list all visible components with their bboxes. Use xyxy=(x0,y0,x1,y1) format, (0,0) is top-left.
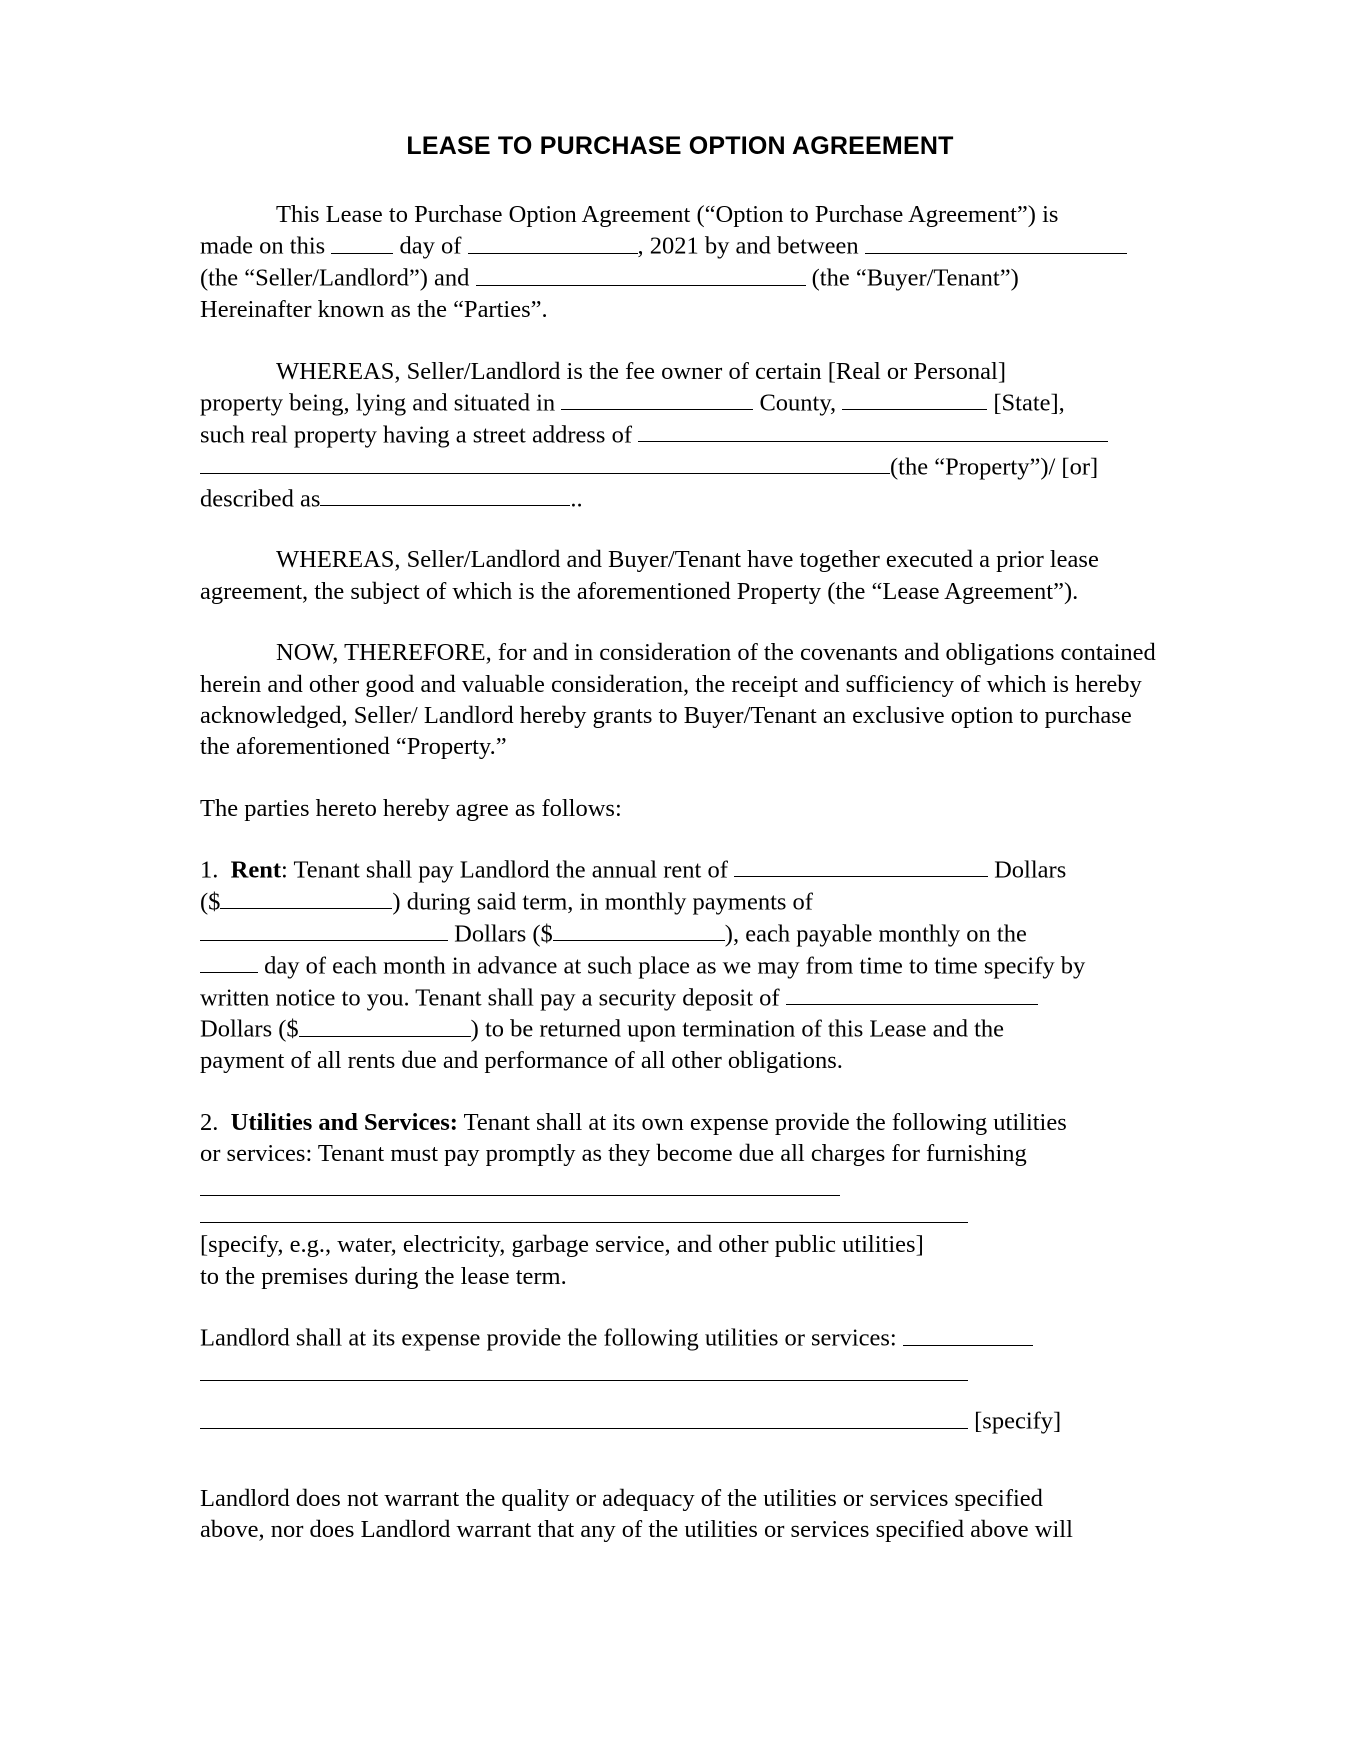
clause-1-text-e: Dollars ($ xyxy=(454,920,553,948)
blank-buyer-tenant-name[interactable] xyxy=(476,262,806,286)
paragraph-warranty xyxy=(200,1483,1160,1546)
clause-1-text-g: day of each month in advance at such place as we may from time to time specify by xyxy=(264,952,1086,980)
blank-landlord-utilities-3[interactable] xyxy=(200,1405,968,1429)
blank-tenant-utilities-line-1[interactable] xyxy=(200,1195,840,1196)
clause-1-rent xyxy=(200,854,1160,1077)
clause-2-text-a: Tenant shall at its own expense provide the following utilities xyxy=(457,1108,1067,1136)
clause-1-text-b: Dollars xyxy=(994,856,1067,884)
intro-line-2-c: , 2021 by and between xyxy=(637,232,859,260)
clause-1-text-k: payment of all rents due and performance of all other obligations. xyxy=(200,1047,843,1075)
intro-line-3-b: (the “Buyer/Tenant”) xyxy=(811,264,1019,292)
clause-2-specify-text: [specify, e.g., water, electricity, garbage service, and other public utilities] xyxy=(200,1231,924,1259)
warranty-line-2: above, nor does Landlord warrant that any of the utilities or services specified above will xyxy=(200,1516,1073,1544)
blank-security-deposit-words[interactable] xyxy=(786,982,1038,1006)
blank-seller-landlord-name[interactable] xyxy=(865,230,1127,254)
landlord-utilities-specify-text: [specify] xyxy=(974,1407,1062,1435)
whereas1-line-5-tail: .. xyxy=(570,485,583,513)
clause-1-text-d: ) during said term, in monthly payments of xyxy=(392,888,813,916)
clause-2-text-c: to the premises during the lease term. xyxy=(200,1262,567,1290)
clause-1-number: 1. xyxy=(200,856,219,884)
whereas1-line-5: described as xyxy=(200,485,321,513)
blank-annual-rent-words[interactable] xyxy=(734,854,988,878)
intro-line-4: Hereinafter known as the “Parties”. xyxy=(200,296,548,324)
blank-street-address-2[interactable] xyxy=(200,451,890,475)
paragraph-agree-intro: The parties hereto hereby agree as follows: xyxy=(200,794,622,822)
blank-tenant-utilities-line-2[interactable] xyxy=(200,1222,968,1223)
clause-1-text-j: ) to be returned upon termination of this Lease and the xyxy=(470,1015,1005,1043)
clause-2-utilities xyxy=(200,1107,1160,1170)
paragraph-whereas-lease: WHEREAS, Seller/Landlord and Buyer/Tenant have together executed a prior lease agreement, the subject of which is the aforementioned Property (the “Lease Agreement”). xyxy=(200,546,1105,605)
paragraph-landlord-utilities xyxy=(200,1322,1160,1354)
blank-monthly-rent-amount[interactable] xyxy=(553,918,725,942)
warranty-line-1: Landlord does not warrant the quality or adequacy of the utilities or services specified xyxy=(200,1484,1043,1512)
clause-1-text-h: written notice to you. Tenant shall pay a security deposit of xyxy=(200,984,780,1012)
blank-annual-rent-amount[interactable] xyxy=(220,886,392,910)
landlord-utilities-text: Landlord shall at its expense provide the following utilities or services: xyxy=(200,1324,897,1352)
blank-month[interactable] xyxy=(468,230,638,254)
blank-state[interactable] xyxy=(842,387,987,411)
paragraph-introduction xyxy=(200,199,1160,326)
whereas1-line-1: WHEREAS, Seller/Landlord is the fee owner of certain [Real or Personal] xyxy=(276,357,1006,385)
clause-2-text-b: or services: Tenant must pay promptly as they become due all charges for furnishing xyxy=(200,1140,1027,1167)
blank-landlord-utilities-1[interactable] xyxy=(903,1322,1033,1346)
blank-landlord-utilities-2[interactable] xyxy=(200,1380,968,1381)
blank-payment-day[interactable] xyxy=(200,950,258,974)
clause-1-heading: Rent xyxy=(230,856,281,884)
blank-day[interactable] xyxy=(331,230,393,254)
page-title xyxy=(200,132,1160,161)
whereas1-line-3: such real property having a street address of xyxy=(200,421,632,449)
intro-line-2-b: day of xyxy=(399,232,462,260)
intro-line-3-a: (the “Seller/Landlord”) and xyxy=(200,264,470,292)
clause-1-text-f: ), each payable monthly on the xyxy=(724,920,1027,948)
paragraph-whereas-owner xyxy=(200,356,1160,515)
clause-2-heading: Utilities and Services: xyxy=(230,1108,458,1136)
paragraph-now-therefore: NOW, THEREFORE, for and in consideration of the covenants and obligations contained herein and other good and valuable consideration, the receipt and sufficiency of which is hereby acknowledged, Seller/ Landlord hereby grants to Buyer/Tenant an exclusive option to purchase the aforementioned “Property.” xyxy=(200,639,1162,761)
blank-street-address-1[interactable] xyxy=(638,419,1108,443)
whereas1-line-2-a: property being, lying and situated in xyxy=(200,389,556,417)
blank-monthly-rent-words[interactable] xyxy=(200,918,448,942)
whereas1-line-4: (the “Property”)/ [or] xyxy=(890,453,1099,481)
whereas1-line-2-b: County, xyxy=(759,389,837,417)
whereas1-line-2-c: [State], xyxy=(993,389,1065,417)
blank-security-deposit-amount[interactable] xyxy=(299,1013,471,1037)
paragraph-landlord-utilities-specify xyxy=(200,1405,1160,1437)
clause-1-text-a: : Tenant shall pay Landlord the annual rent of xyxy=(280,856,728,884)
clause-1-text-c: ($ xyxy=(200,888,221,916)
intro-line-2-a: made on this xyxy=(200,232,326,260)
clause-1-text-i: Dollars ($ xyxy=(200,1015,299,1043)
page-title-text: LEASE TO PURCHASE OPTION AGREEMENT xyxy=(406,132,954,160)
clause-2-number: 2. xyxy=(200,1108,219,1136)
blank-county[interactable] xyxy=(561,387,753,411)
blank-described-as[interactable] xyxy=(320,483,570,507)
clause-2-specify-note xyxy=(200,1229,1160,1292)
intro-line-1: This Lease to Purchase Option Agreement (“Option to Purchase Agreement”) is xyxy=(276,201,1059,228)
